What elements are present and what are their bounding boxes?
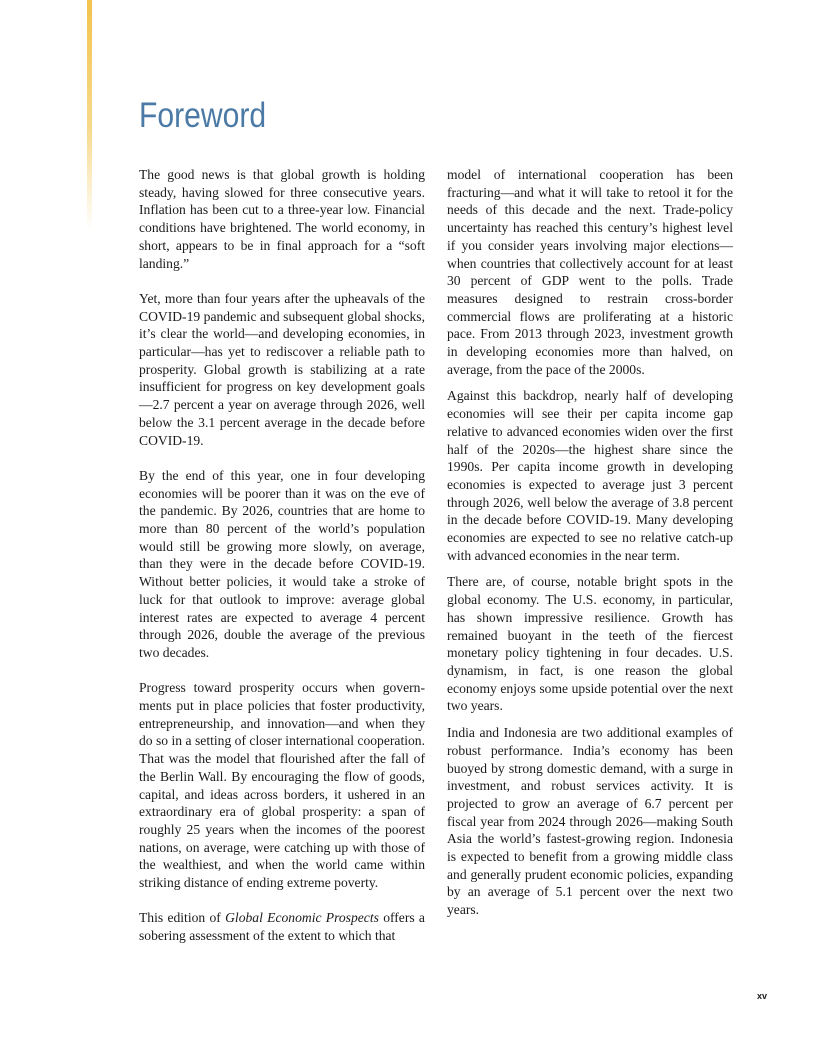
paragraph: India and Indonesia are two additional examples of robust performance. India’s economy has been buoyed by strong domestic demand, with a surge in investment, and robust services activity. It is projected to grow an average of 6.7 percent per fiscal year from 2024 through 2026—making South Asia the world’s fastest-growing region. Indonesia is expected to benefit from a growing middle class and generally prudent economic policies, expanding by an average of 5.1 percent over the next two years. — [447, 725, 733, 918]
page-title: Foreword — [139, 96, 267, 135]
page-number: xv — [756, 991, 767, 1001]
paragraph — [139, 909, 425, 944]
paragraph: The good news is that global growth is holding steady, having slowed for three consecutive years. Inflation has been cut to a three-year low. Financial conditions have brightened. The world economy, in short, appears to be in final approach for a “soft landing.” — [139, 167, 425, 271]
text-run: offers a sobering assessment of the extent to which that — [139, 910, 425, 944]
paragraph: There are, of course, notable bright spots in the global economy. The U.S. economy, in particular, has shown impressive resilience. Growth has remained buoyant in the teeth of the fiercest monetary policy tightening in four decades. U.S. dynamism, in fact, is one reason the global economy enjoys some upside potential over the next two years. — [447, 574, 733, 714]
paragraph: Against this backdrop, nearly half of developing economies will see their per capita income gap relative to advanced economies widen over the first half of the 2020s—the highest share since the 1990s. Per capita income growth in developing economies is expected to average just 3 percent through 2026, well below the average of 3.8 percent in the decade before COVID-19. Many developing economies are expected to see no relative catch-up with advanced economies in the near term. — [447, 388, 733, 563]
right-column — [447, 166, 733, 928]
left-column — [139, 166, 425, 963]
paragraph: Yet, more than four years after the upheavals of the COVID-19 pandemic and subsequent global shocks, it’s clear the world—and developing economies, in particular—has yet to rediscover a reliable path to prosperity. Global growth is stabilizing at a rate insufficient for progress on key development goals—2.7 percent a year on average through 2026, well below the 3.1 percent average in the decade before COVID-19. — [139, 290, 425, 448]
text-run: This edition of — [139, 910, 226, 926]
paragraph: By the end of this year, one in four developing economies will be poorer than it was on the eve of the pandemic. By 2026, countries that are home to more than 80 percent of the world’s population would still be growing more slowly, on average, than they were in the decade before COVID-19. Without better policies, it would take a stroke of luck for that outlook to improve: average global interest rates are expected to average 4 percent through 2026, double the average of the previous two decades. — [139, 467, 425, 660]
accent-bar — [87, 0, 92, 230]
paragraph: Progress toward prosperity occurs when governments put in place policies that foster productivity, entrepreneurship, and innovation—and when they do so in a setting of closer international cooperation. That was the model that flourished after the fall of the Berlin Wall. By encouraging the flow of goods, capital, and ideas across borders, it ushered in an extraordinary era of global prosperity: a span of roughly 25 years when the incomes of the poorest nations, on average, were catching up with those of the wealthiest, and when the world came within striking distance of ending extreme poverty. — [139, 680, 425, 891]
paragraph: model of international cooperation has been fracturing—and what it will take to retool it for the needs of this decade and the next. Trade-policy uncertainty has reached this century’s highest level if you consider years involving major elections—when countries that collectively account for at least 30 percent of GDP went to the polls. Trade measures designed to restrain cross-border commercial flows are proliferating at a historic pace. From 2013 through 2023, investment growth in developing economies more than halved, on average, from the pace of the 2000s. — [447, 167, 733, 377]
publication-title: Global Economic Prospects — [225, 910, 379, 926]
